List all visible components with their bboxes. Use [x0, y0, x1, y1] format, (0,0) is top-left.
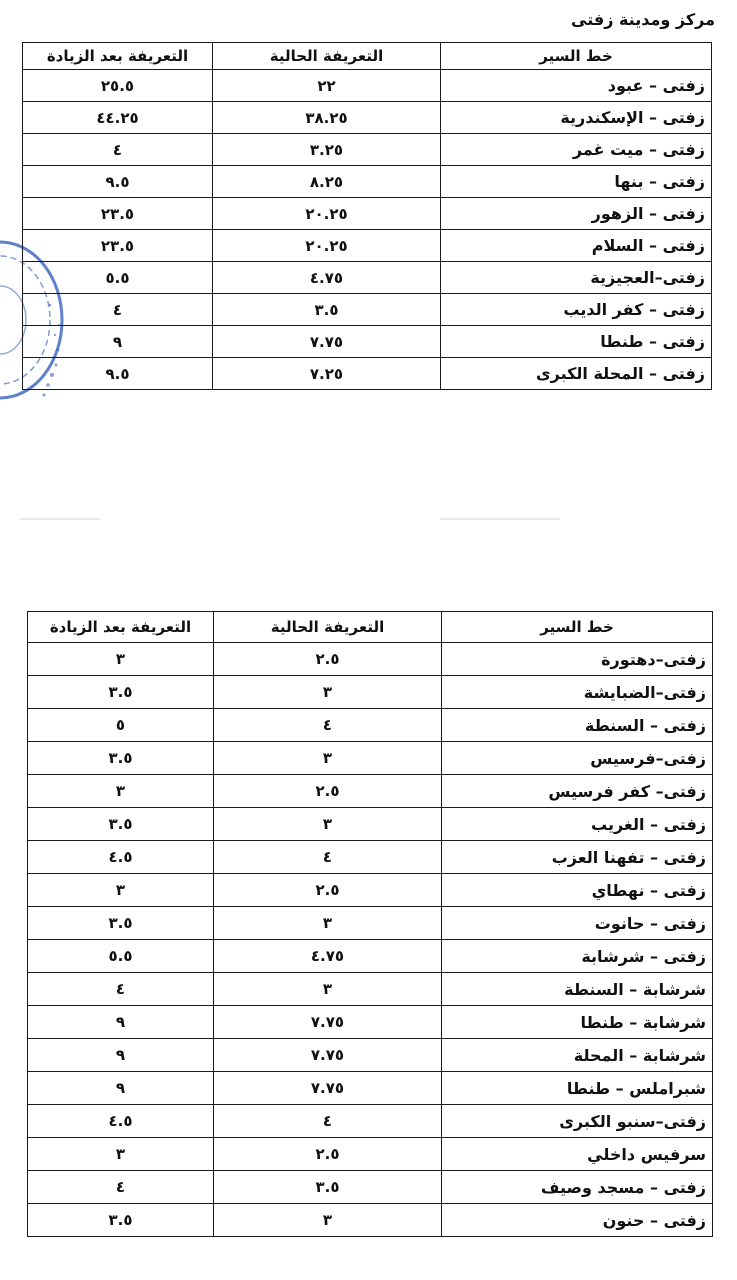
- current-fare-cell: ٤: [214, 709, 442, 742]
- current-fare-cell: ٣.٥: [214, 1171, 442, 1204]
- new-fare-cell: ٤: [23, 134, 213, 166]
- table-row: [28, 1072, 713, 1105]
- new-fare-cell: ٣: [28, 775, 214, 808]
- route-cell: زفتى – نهطاي: [442, 874, 713, 907]
- current-fare-cell: ٣.٥: [213, 294, 441, 326]
- table-row: [28, 709, 713, 742]
- table-row: [23, 102, 712, 134]
- route-cell: زفتى – مسجد وصيف: [442, 1171, 713, 1204]
- table-header-row: [28, 612, 713, 643]
- current-fare-cell: ٧.٧٥: [214, 1072, 442, 1105]
- route-cell: زفتى – شرشابة: [442, 940, 713, 973]
- current-fare-cell: ٢٠.٢٥: [213, 198, 441, 230]
- table-row: [28, 973, 713, 1006]
- header-route: خط السير: [441, 43, 712, 70]
- new-fare-cell: ٤: [28, 973, 214, 1006]
- route-cell: زفتى – السنطة: [442, 709, 713, 742]
- table-row: [28, 742, 713, 775]
- route-cell: زفتى–دهتورة: [442, 643, 713, 676]
- table-row: [23, 70, 712, 102]
- header-new-fare: التعريفة بعد الزيادة: [28, 612, 214, 643]
- header-new-fare: التعريفة بعد الزيادة: [23, 43, 213, 70]
- current-fare-cell: ٣: [214, 742, 442, 775]
- table-row: [28, 1006, 713, 1039]
- current-fare-cell: ٤.٧٥: [214, 940, 442, 973]
- current-fare-cell: ٧.٢٥: [213, 358, 441, 390]
- current-fare-cell: ٣: [214, 973, 442, 1006]
- new-fare-cell: ٥.٥: [23, 262, 213, 294]
- table-row: [28, 874, 713, 907]
- new-fare-cell: ٩.٥: [23, 166, 213, 198]
- page-title: مركز ومدينة زفتى: [571, 10, 715, 29]
- table-row: [23, 198, 712, 230]
- route-cell: زفتى – حنون: [442, 1204, 713, 1237]
- new-fare-cell: ٣: [28, 1138, 214, 1171]
- current-fare-cell: ٢.٥: [214, 874, 442, 907]
- table-row: [23, 326, 712, 358]
- current-fare-cell: ٧.٧٥: [214, 1006, 442, 1039]
- table-row: [28, 907, 713, 940]
- current-fare-cell: ٨.٢٥: [213, 166, 441, 198]
- route-cell: سرفيس داخلي: [442, 1138, 713, 1171]
- table-row: [23, 358, 712, 390]
- route-cell: شرشابة – طنطا: [442, 1006, 713, 1039]
- table-row: [28, 808, 713, 841]
- current-fare-cell: ٤: [214, 1105, 442, 1138]
- new-fare-cell: ٩.٥: [23, 358, 213, 390]
- new-fare-cell: ٣.٥: [28, 907, 214, 940]
- scan-artifact: [440, 518, 560, 520]
- new-fare-cell: ٣.٥: [28, 808, 214, 841]
- current-fare-cell: ٢٠.٢٥: [213, 230, 441, 262]
- route-cell: زفتى – السلام: [441, 230, 712, 262]
- fares-table-2: [27, 611, 713, 1237]
- new-fare-cell: ٤: [23, 294, 213, 326]
- new-fare-cell: ٣: [28, 874, 214, 907]
- new-fare-cell: ٢٣.٥: [23, 230, 213, 262]
- table-row: [28, 841, 713, 874]
- new-fare-cell: ٥: [28, 709, 214, 742]
- route-cell: زفتى – حانوت: [442, 907, 713, 940]
- table-row: [28, 1105, 713, 1138]
- new-fare-cell: ٩: [23, 326, 213, 358]
- table-row: [23, 294, 712, 326]
- route-cell: زفتى – ميت غمر: [441, 134, 712, 166]
- current-fare-cell: ٢.٥: [214, 775, 442, 808]
- header-current-fare: التعريفة الحالية: [214, 612, 442, 643]
- current-fare-cell: ٢.٥: [214, 1138, 442, 1171]
- new-fare-cell: ٤٤.٢٥: [23, 102, 213, 134]
- new-fare-cell: ٤.٥: [28, 1105, 214, 1138]
- current-fare-cell: ٤.٧٥: [213, 262, 441, 294]
- table-row: [28, 676, 713, 709]
- route-cell: شبراملس – طنطا: [442, 1072, 713, 1105]
- current-fare-cell: ٣: [214, 1204, 442, 1237]
- route-cell: شرشابة – السنطة: [442, 973, 713, 1006]
- route-cell: زفتى – الزهور: [441, 198, 712, 230]
- table-row: [23, 166, 712, 198]
- table-row: [23, 262, 712, 294]
- route-cell: زفتى – تفهنا العزب: [442, 841, 713, 874]
- route-cell: زفتى–سنبو الكبرى: [442, 1105, 713, 1138]
- current-fare-cell: ٢.٥: [214, 643, 442, 676]
- route-cell: زفتى – المحلة الكبرى: [441, 358, 712, 390]
- new-fare-cell: ٢٥.٥: [23, 70, 213, 102]
- current-fare-cell: ٧.٧٥: [214, 1039, 442, 1072]
- table-row: [23, 134, 712, 166]
- new-fare-cell: ٩: [28, 1072, 214, 1105]
- route-cell: زفتى– كفر فرسيس: [442, 775, 713, 808]
- new-fare-cell: ٩: [28, 1039, 214, 1072]
- new-fare-cell: ٣.٥: [28, 676, 214, 709]
- current-fare-cell: ٤: [214, 841, 442, 874]
- current-fare-cell: ٢٢: [213, 70, 441, 102]
- new-fare-cell: ٤: [28, 1171, 214, 1204]
- table-row: [28, 1138, 713, 1171]
- scan-artifact: [20, 518, 100, 520]
- fares-table-1: [22, 42, 712, 390]
- route-cell: زفتى – عبود: [441, 70, 712, 102]
- table-row: [28, 643, 713, 676]
- new-fare-cell: ٥.٥: [28, 940, 214, 973]
- header-current-fare: التعريفة الحالية: [213, 43, 441, 70]
- current-fare-cell: ٣.٢٥: [213, 134, 441, 166]
- current-fare-cell: ٣: [214, 907, 442, 940]
- table-row: [28, 940, 713, 973]
- fares-table-2-body: [28, 643, 713, 1237]
- table-row: [28, 775, 713, 808]
- route-cell: زفتى – كفر الديب: [441, 294, 712, 326]
- current-fare-cell: ٣: [214, 808, 442, 841]
- current-fare-cell: ٣٨.٢٥: [213, 102, 441, 134]
- table-row: [28, 1204, 713, 1237]
- table-row: [28, 1039, 713, 1072]
- new-fare-cell: ٩: [28, 1006, 214, 1039]
- route-cell: زفتى–فرسيس: [442, 742, 713, 775]
- route-cell: زفتى – بنها: [441, 166, 712, 198]
- new-fare-cell: ٣.٥: [28, 1204, 214, 1237]
- table-row: [23, 230, 712, 262]
- new-fare-cell: ٤.٥: [28, 841, 214, 874]
- new-fare-cell: ٣.٥: [28, 742, 214, 775]
- route-cell: زفتى–العجيزية: [441, 262, 712, 294]
- route-cell: زفتى – الغريب: [442, 808, 713, 841]
- table-header-row: [23, 43, 712, 70]
- new-fare-cell: ٣: [28, 643, 214, 676]
- fares-table-1-body: [23, 70, 712, 390]
- header-route: خط السير: [442, 612, 713, 643]
- route-cell: شرشابة – المحلة: [442, 1039, 713, 1072]
- route-cell: زفتى – الإسكندرية: [441, 102, 712, 134]
- current-fare-cell: ٣: [214, 676, 442, 709]
- current-fare-cell: ٧.٧٥: [213, 326, 441, 358]
- route-cell: زفتى–الضبايشة: [442, 676, 713, 709]
- table-row: [28, 1171, 713, 1204]
- new-fare-cell: ٢٣.٥: [23, 198, 213, 230]
- route-cell: زفتى – طنطا: [441, 326, 712, 358]
